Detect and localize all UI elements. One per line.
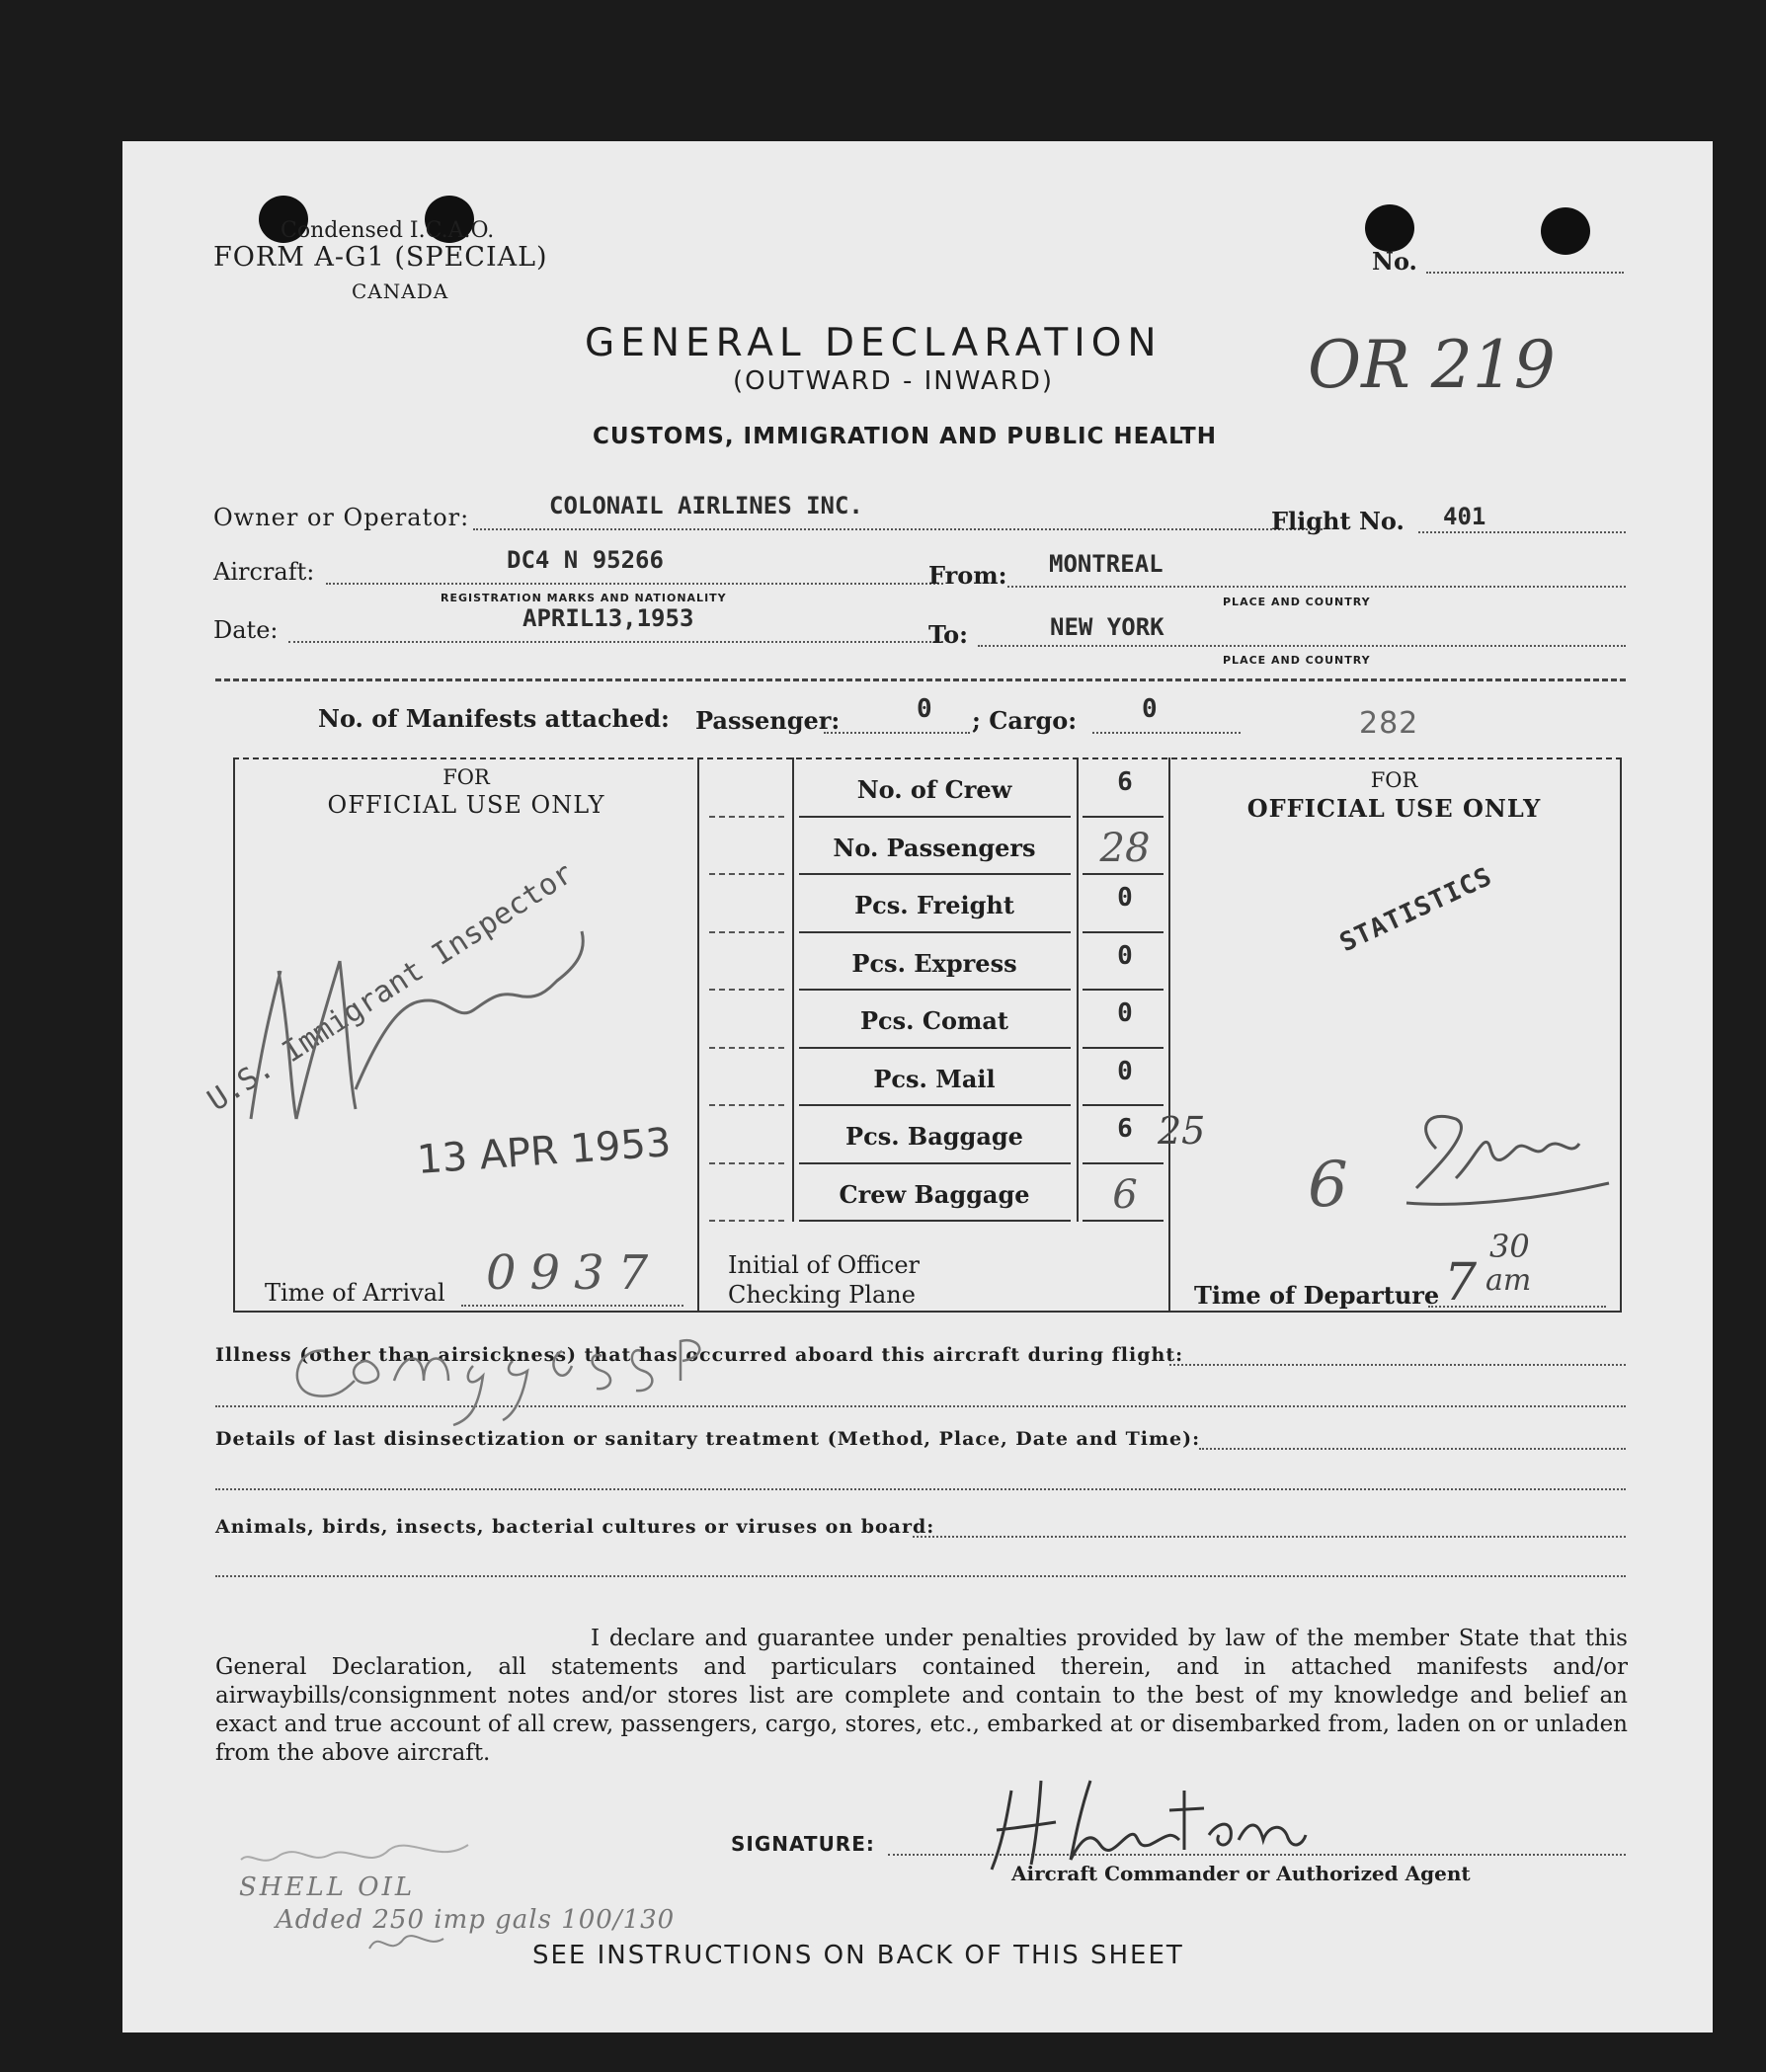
row-value: 28	[1099, 825, 1151, 871]
row-rule	[799, 1220, 1071, 1222]
row-value: 0	[1117, 1056, 1133, 1086]
arrival-label: Time of Arrival	[265, 1279, 445, 1307]
declaration-sheet	[122, 141, 1713, 2032]
flight-line	[1418, 531, 1626, 533]
aircraft-label: Aircraft:	[213, 558, 315, 586]
row-rule	[799, 1104, 1071, 1106]
aircraft-line	[326, 583, 943, 585]
no-label: No.	[1372, 247, 1417, 276]
right-note: 6	[1308, 1149, 1348, 1222]
row-dash	[709, 931, 784, 933]
row-rule	[1083, 816, 1164, 818]
initial-label-2: Checking Plane	[728, 1281, 916, 1309]
form-line-1: Condensed I.C.A.O.	[281, 218, 495, 243]
row-rule	[1083, 1162, 1164, 1164]
inspector-stamp: U.S. Immigrant Inspector	[201, 855, 580, 1119]
disinsect-question: Details of last disinsectization or sanitary treatment (Method, Place, Date and Time):	[215, 1428, 1201, 1450]
date-line	[288, 641, 943, 643]
row-dash	[709, 1104, 784, 1106]
from-line	[1007, 586, 1626, 588]
illness-line	[1169, 1364, 1626, 1366]
aircraft-caption: REGISTRATION MARKS AND NATIONALITY	[441, 592, 727, 604]
table-divider	[792, 757, 794, 1222]
row-dash	[709, 1220, 784, 1222]
left-official: OFFICIAL USE ONLY	[327, 791, 605, 819]
punch-hole	[1365, 204, 1414, 252]
row-rule	[1083, 989, 1164, 991]
faint-writing	[221, 1810, 557, 1968]
row-rule	[1083, 873, 1164, 875]
row-value: 0	[1117, 940, 1133, 971]
row-rule	[799, 1047, 1071, 1049]
baggage-note: 25	[1158, 1109, 1206, 1153]
passenger-label: Passenger:	[695, 706, 841, 735]
row-label: Crew Baggage	[839, 1179, 1030, 1209]
cargo-label: ; Cargo:	[972, 706, 1078, 735]
row-dash	[709, 989, 784, 991]
row-rule	[1083, 931, 1164, 933]
row-dash	[709, 1162, 784, 1164]
punch-hole	[1541, 207, 1590, 255]
title-sub: (OUTWARD - INWARD)	[733, 366, 1055, 396]
inspector-signature	[231, 892, 606, 1139]
illness-scribble	[276, 1321, 710, 1430]
arrival-value: 0937	[486, 1245, 663, 1301]
row-label: Pcs. Mail	[873, 1064, 996, 1093]
form-line-2: FORM A-G1 (SPECIAL)	[213, 242, 548, 273]
row-value: 0	[1117, 998, 1133, 1028]
stamp-number: 282	[1359, 706, 1419, 741]
left-for: FOR	[442, 765, 490, 789]
owner-label: Owner or Operator:	[213, 504, 470, 531]
row-value: 6	[1112, 1171, 1138, 1218]
animals-line-2	[215, 1575, 1626, 1577]
owner-value: COLONAIL AIRLINES INC.	[549, 492, 863, 519]
separator-rule	[215, 678, 1626, 681]
row-value: 6	[1117, 1114, 1133, 1144]
from-value: MONTREAL	[1049, 550, 1164, 578]
row-dash	[709, 873, 784, 875]
row-dash	[709, 816, 784, 818]
to-caption: PLACE AND COUNTRY	[1223, 654, 1371, 667]
aircraft-value: DC4 N 95266	[507, 546, 664, 574]
row-label: Pcs. Comat	[859, 1006, 1009, 1035]
table-divider	[697, 757, 699, 1311]
row-value: 0	[1117, 883, 1133, 913]
cargo-value: 0	[1142, 694, 1158, 724]
to-value: NEW YORK	[1050, 613, 1164, 641]
to-line	[978, 645, 1626, 647]
departure-value: 7	[1444, 1253, 1478, 1313]
note-line-2: Added 250 imp gals 100/130	[276, 1905, 676, 1935]
right-for: FOR	[1370, 768, 1418, 792]
passenger-value: 0	[917, 694, 932, 724]
row-rule	[799, 989, 1071, 991]
disinsect-line-2	[215, 1488, 1626, 1490]
title-main: GENERAL DECLARATION	[585, 321, 1163, 365]
cargo-line	[1092, 732, 1241, 734]
row-label: No. Passengers	[833, 833, 1036, 862]
title-dept: CUSTOMS, IMMIGRATION AND PUBLIC HEALTH	[593, 424, 1217, 449]
declaration-text: I declare and guarantee under penalties provided by law of the member State that this General Declaration, all statements and particulars contained therein, and in attached manifests and/or airwaybills/consignment notes and/or stores list are complete and contain to the best of my knowledge and belief an exact and true account of all crew, passengers, cargo, stores, etc., embarked at or disembarked from, laden on or unladen from the above aircraft.	[215, 1626, 1628, 1766]
statistics-stamp: STATISTICS	[1335, 861, 1497, 959]
date-label: Date:	[213, 616, 279, 644]
table-divider	[1077, 757, 1079, 1222]
departure-am: am	[1485, 1263, 1532, 1298]
row-rule	[799, 1162, 1071, 1164]
right-signature	[1397, 1089, 1614, 1218]
row-rule	[1083, 1104, 1164, 1106]
departure-label: Time of Departure	[1194, 1281, 1440, 1310]
form-line-3: CANADA	[352, 279, 449, 303]
flight-value: 401	[1443, 503, 1486, 530]
initial-label-1: Initial of Officer	[728, 1251, 921, 1279]
no-line	[1426, 272, 1624, 274]
row-label: Pcs. Express	[851, 948, 1017, 978]
signature-label: SIGNATURE:	[731, 1832, 875, 1856]
row-rule	[799, 873, 1071, 875]
to-label: To:	[928, 620, 968, 649]
row-label: Pcs. Freight	[854, 891, 1014, 919]
signature-caption: Aircraft Commander or Authorized Agent	[1011, 1862, 1471, 1885]
departure-super: 30	[1489, 1228, 1530, 1265]
row-rule	[1083, 1220, 1164, 1222]
commander-signature	[972, 1751, 1308, 1879]
row-rule	[1083, 1047, 1164, 1049]
note-line-1: SHELL OIL	[239, 1873, 416, 1902]
from-label: From:	[928, 561, 1007, 590]
hand-number: OR 219	[1308, 327, 1556, 403]
right-official: OFFICIAL USE ONLY	[1246, 794, 1542, 823]
date-value: APRIL13,1953	[522, 604, 694, 632]
row-rule	[799, 816, 1071, 818]
disinsect-line	[1199, 1448, 1626, 1450]
footer-instructions: SEE INSTRUCTIONS ON BACK OF THIS SHEET	[532, 1941, 1184, 1970]
passenger-line	[824, 732, 970, 734]
row-rule	[799, 931, 1071, 933]
row-dash	[709, 1047, 784, 1049]
illness-question: Illness (other than airsickness) that has occurred aboard this aircraft during flight:	[215, 1344, 1184, 1366]
manifests-label: No. of Manifests attached:	[318, 704, 670, 733]
flight-label: Flight No.	[1271, 507, 1405, 535]
row-label: Pcs. Baggage	[845, 1122, 1023, 1151]
animals-line	[913, 1536, 1626, 1538]
animals-question: Animals, birds, insects, bacterial cultures or viruses on board:	[215, 1516, 935, 1538]
arrival-line	[461, 1305, 683, 1307]
owner-line	[473, 528, 1323, 530]
inspector-date: 13 APR 1953	[415, 1120, 673, 1183]
row-label: No. of Crew	[856, 775, 1012, 804]
from-caption: PLACE AND COUNTRY	[1223, 596, 1371, 608]
row-value: 6	[1117, 767, 1133, 797]
